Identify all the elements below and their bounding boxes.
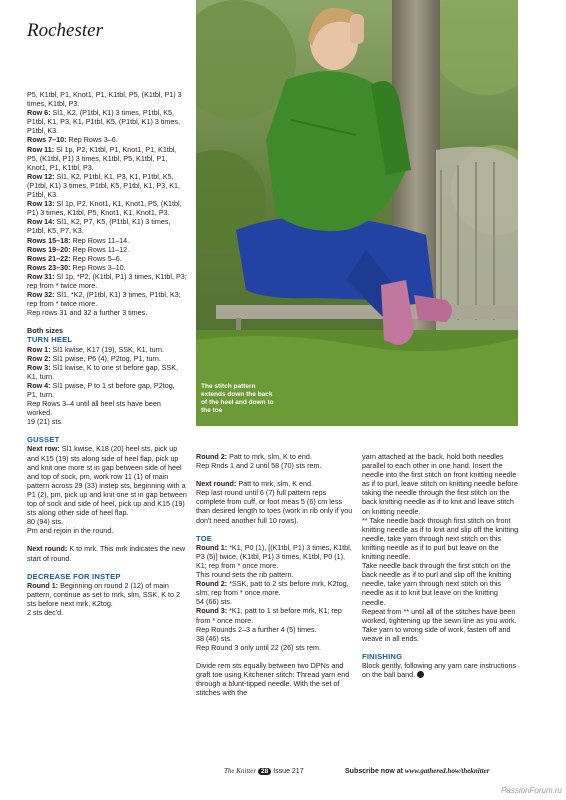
pattern-line: Take yarn to wrong side of work, fasten off and weave in all ends. [362,624,511,643]
model-photo [196,0,518,426]
pattern-line: Row 1: Sl1 kwise, K17 (19), SSK, K1, turn. [27,344,165,354]
pattern-line: 54 (66) sts. [196,597,232,607]
pattern-line: Round 2: *SSK, patt to 2 sts before mrk, K2tog, slm; rep from * once more. [196,579,349,598]
pattern-line: Rows 15–18: Rep Rows 11–14. [27,235,130,245]
decrease-heading: DECREASE FOR INSTEP [27,571,121,581]
pattern-line: Round 3: *K1, patt to 1 st before mrk, K1; rep from * once more. [196,606,342,625]
pattern-line: 2 sts dec'd. [27,607,64,617]
pattern-line: Rep Rnds 1 and 2 until 58 (70) sts rem. [196,461,322,471]
pattern-line: Rep Rows 3–4 until all heel sts have been worked. [27,399,161,418]
pattern-line: Row 32: Sl1, *K2, (P1tbl, K1) 3 times, P1tbl, K3; rep from * twice more. [27,290,181,309]
subscribe-link[interactable]: www.gathered.how/theknitter [404,767,490,775]
both-sizes-label: Both sizes [27,326,63,336]
pattern-line: Row 13: Sl 1p, P2, Knot1, K1, Knot1, P5, (K1tbl, P1) 3 times, K1tbl, P5, Knot1, K1, Knot1, P3. [27,199,182,218]
pattern-line: Rows 23–30: Rep Rows 3–10. [27,262,126,272]
pattern-line: 19 (21) sts. [27,417,63,427]
page-number: 28 [258,768,271,775]
pattern-line: yarn attached at the back, hold both needles parallel to each other in one hand. Insert the needle into the first stitch on front knitting needle as if to purl, leave stitch on knitting needle before taking the needle through the first stitch on the back knitting needle as if to knit and leave stitch on knitting needle. [362,452,518,516]
pattern-line: Row 3: Sl1 kwise, K to one st before gap, SSK, K1, turn. [27,362,179,381]
pattern-line: ** Take needle back through first stitch on front knitting needle as if to knit and slip off the knitting needle, take yarn through next stitch on this knitting needle as if to purl but leave on the knitting needle. [362,515,519,562]
pattern-line: Rows 7–10: Rep Rows 3–6. [27,135,118,145]
pattern-line: Row 14: Sl1, K2, P7, K5, (P1tbl, K1) 3 times, P1tbl, K5, P7, K3. [27,217,171,236]
pattern-line: Rows 19–20: Rep Rows 11–12. [27,244,130,254]
pattern-line: Row 2: Sl1 pwise, P6 (4), P2tog, P1, turn. [27,353,161,363]
column-middle [196,452,354,697]
watermark: PassionForum.ru [501,786,562,795]
pattern-line: Row 12: Sl1, K2, P1tbl, K1, P3, K1, P1tbl, K5, (P1tbl, K1) 3 times, P1tbl, K5, P1tbl, K1, P3, K1, P1tbl, K3. [27,171,181,200]
pattern-line: Take needle back through the first stitch on the back needle as if to purl and slip off the knitting needle, take yarn through next stitch on this needle as it to knit but leave on the knitting needle. [362,561,512,607]
page-title: Rochester [27,20,103,41]
pattern-line: Round 2: Patt to mrk, slm, K to end. [196,452,312,461]
pattern-line: Next round: K to mrk. This mrk indicates the new start of round. [27,544,186,563]
turn-heel-heading: TURN HEEL [27,335,73,345]
toe-heading: TOE [196,533,213,543]
pattern-line: 38 (46) sts. [196,633,232,643]
pattern-line: Rep last round until 6 (7) full pattern reps complete from cuff, or foot meas 5 (6) cm less than desired length to toes (work in rib only if you don't need another full 10 rows). [196,488,353,525]
pattern-line: 80 (94) sts. [27,517,63,527]
issue-number: Issue 217 [273,768,304,775]
magazine-name: The Knitter [224,767,257,775]
gusset-heading: GUSSET [27,435,60,445]
column-left [27,90,187,617]
pattern-line: Round 1: *K1, P0 (1), [(K1tbl, P1) 3 times, K1tbl, P3 (5)] twice, (K1tbl, P1) 3 times, K1tbl, P0 (1), K1; rep from * once more. [196,542,352,570]
pattern-line: Round 1: Beginning on round 2 (12) of main pattern, continue as set to mrk, slm, SSK, K to 2 sts before next mrk, K2tog. [27,580,181,608]
pattern-line: P5, K1tbl, P1, Knot1, P1, K1tbl, P5, (K1tbl, P1) 3 times, K1tbl, P3. [27,90,182,109]
pattern-line: Rep Rounds 2–3 a further 4 (5) times. [196,624,317,634]
pattern-line: Rep Round 3 only until 22 (26) sts rem. [196,642,322,652]
pattern-rows [27,90,187,317]
pattern-line: Repeat from ** until all of the stitches have been worked, tightening up the sewn line as you work. [362,606,517,625]
footer-magazine [224,767,304,775]
pattern-line: This round sets the rib pattern. [196,570,294,580]
pattern-line: Divide rem sts equally between two DPNs and graft toe using Kitchener stitch: Thread yarn end through a blunt-tipped needle. With the set of stitches with the [196,660,350,698]
pattern-line: Row 31: Sl 1p, *P2, (K1tbl, P1) 3 times, K1tbl, P3; rep from * twice more. [27,271,187,290]
footer-subscribe: Subscribe now at www.gathered.how/theknitter [345,767,490,775]
finishing-heading: FINISHING [362,651,403,661]
pattern-line: Block gently, following any yarn care instructions on the ball band. [362,661,517,680]
pattern-line: Next row: Sl1 kwise, K18 (20) heel sts, pick up and K15 (19) sts along side of heel flap, pick up and knit one more st in gap between side of heel and top of sock, pm, work row 11 (1) of main pattern across 29 (33) instep sts, beginning with a P1 (2), pm, pick up and knit one st in gap between top of sock and side of heel, pick up and K15 (19) sts along other side of heel flap. [27,444,187,518]
pattern-line: Pm and rejoin in the round. [27,526,114,536]
pattern-line: Rep rows 31 and 32 a further 3 times. [27,308,148,318]
pattern-line: Row 11: Sl 1p, P2, K1tbl, P1, Knot1, P1, K1tbl, P5, (K1tbl, P1) 3 times, K1tbl, P5, K1tbl, P1, Knot1, P1, K1tbl, P3. [27,144,177,172]
pattern-line: Row 6: Sl1, K2, (P1tbl, K1) 3 times, P1tbl, K5, P1tbl, K1, P3, K1, P1tbl, K5, (P1tbl, K1) 3 times, P1tbl, K3. [27,108,181,136]
photo-caption: The stitch pattern extends down the back of the heel and down to the toe [201,383,274,414]
column-right [362,452,520,679]
end-mark-icon [417,671,424,678]
pattern-line: Row 4: Sl1 pwise, P to 1 st before gap, P2tog, P1, turn. [27,380,175,399]
pattern-line: Next round: Patt to mrk, slm, K end. [196,479,314,489]
pattern-line: Rows 21–22: Rep Rows 5–6. [27,253,122,263]
